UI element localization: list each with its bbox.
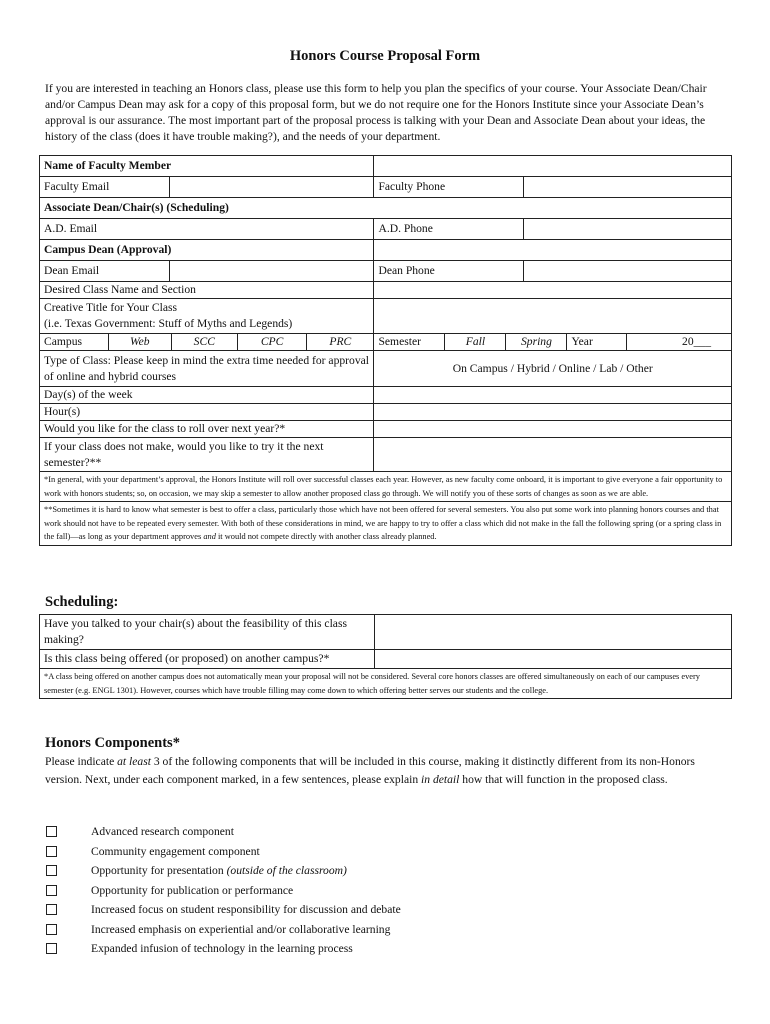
semester-option-fall[interactable]: Fall	[445, 334, 506, 350]
class-type-options[interactable]: On Campus / Hybrid / Online / Lab / Other	[374, 351, 732, 387]
checkbox[interactable]	[46, 865, 57, 876]
campus-dean-header: Campus Dean (Approval)	[40, 240, 374, 261]
class-name-label: Desired Class Name and Section	[40, 282, 374, 299]
creative-title-line1: Creative Title for Your Class	[44, 301, 178, 314]
campus-option-prc[interactable]: PRC	[329, 335, 352, 348]
component-item	[45, 842, 725, 862]
component-label: Community engagement component	[91, 844, 260, 858]
checkbox[interactable]	[46, 943, 57, 954]
ad-phone-label: A.D. Phone	[374, 219, 524, 240]
scheduling-table	[39, 614, 732, 699]
checkbox[interactable]	[46, 846, 57, 857]
creative-title-field[interactable]	[374, 299, 732, 334]
ad-phone-field[interactable]	[524, 219, 732, 240]
rollover-field[interactable]	[374, 421, 732, 438]
components-instr-3: how that will function in the proposed class.	[462, 773, 668, 786]
page-title: Honors Course Proposal Form	[289, 48, 481, 64]
semester-row	[374, 334, 732, 351]
ad-header: Associate Dean/Chair(s) (Scheduling)	[40, 198, 732, 219]
component-item	[45, 920, 725, 940]
component-item	[45, 900, 725, 920]
components-instr-em2: in detail	[421, 773, 460, 786]
faculty-phone-field[interactable]	[524, 177, 732, 198]
retry-note-part2: it would not compete directly with another class already planned.	[217, 532, 437, 541]
class-type-label: Type of Class: Please keep in mind the extra time needed for approval of online and hybrid courses	[40, 351, 374, 387]
retry-label: If your class does not make, would you like to try it the next semester?**	[40, 438, 374, 472]
component-label: Advanced research component	[91, 825, 234, 839]
retry-note-and: and	[203, 532, 216, 541]
component-label-em: (outside of the classroom)	[226, 864, 347, 878]
faculty-phone-label: Faculty Phone	[374, 177, 524, 198]
faculty-name-label: Name of Faculty Member	[40, 156, 374, 177]
scheduling-heading: Scheduling:	[45, 594, 119, 610]
dean-phone-label: Dean Phone	[374, 261, 524, 282]
checkbox[interactable]	[46, 904, 57, 915]
faculty-name-field[interactable]	[374, 156, 732, 177]
component-label: Opportunity for presentation	[91, 864, 224, 878]
component-label: Expanded infusion of technology in the learning process	[91, 942, 353, 956]
retry-note	[40, 502, 732, 546]
hours-label: Hour(s)	[40, 404, 374, 421]
faculty-email-label: Faculty Email	[40, 177, 170, 198]
ad-email-label: A.D. Email	[40, 219, 374, 240]
component-item	[45, 861, 725, 881]
dean-email-label: Dean Email	[40, 261, 170, 282]
checkbox[interactable]	[46, 826, 57, 837]
retry-field[interactable]	[374, 438, 732, 472]
other-campus-field[interactable]	[374, 650, 731, 669]
component-label: Increased focus on student responsibility for discussion and debate	[91, 903, 401, 917]
component-label: Opportunity for publication or performance	[91, 883, 294, 897]
components-instr-em1: at least	[117, 755, 151, 768]
intro-paragraph: If you are interested in teaching an Honors class, please use this form to help you plan the specifics of your course. Your Associate Dean/Chair and/or Campus Dean may ask for a copy of this proposal form, but we do not require one for the Honors Institute since your Associate Dean’s approval is our assurance. The most important part of the proposal process is talking with your Dean and Associate Dean about your ideas, the history of the class (does it have trouble making?), and the needs of your department.	[45, 82, 707, 143]
campus-option-scc[interactable]: SCC	[171, 334, 237, 350]
component-item	[45, 939, 725, 959]
component-label: Increased emphasis on experiential and/or collaborative learning	[91, 922, 391, 936]
components-instr-1: Please indicate	[45, 755, 115, 768]
faculty-info-table	[39, 155, 732, 546]
checkbox[interactable]	[46, 924, 57, 935]
semester-option-spring[interactable]: Spring	[506, 334, 567, 350]
chair-feasibility-field[interactable]	[374, 615, 731, 650]
days-label: Day(s) of the week	[40, 387, 374, 404]
rollover-note: *In general, with your department’s approval, the Honors Institute will roll over successful classes each year. However, as new faculty come onboard, it is important to give everyone a fair opportunity to work with honors students; so, on occasion, we may skip a semester to allow another proposed class go through. We will notify you of these sorts of changes as soon as we are able.	[40, 472, 732, 502]
dean-email-field[interactable]	[169, 261, 374, 282]
retry-note-part1: **Sometimes it is hard to know what semester is best to offer a class, particularly those which have not been offered for several semesters. You also put some work into planning honors courses and that work should not have to be repeated every semester. With both of these considerations in mind, we are happy to try to offer a class which did not make in the fall the following spring (or a spring class in the fall)—as long as your department approves	[44, 505, 722, 541]
components-heading: Honors Components*	[45, 735, 180, 751]
creative-title-line2: (i.e. Texas Government: Stuff of Myths and Legends)	[44, 317, 293, 330]
dean-phone-field[interactable]	[524, 261, 732, 282]
other-campus-label: Is this class being offered (or proposed) on another campus?*	[40, 650, 375, 669]
days-field[interactable]	[374, 387, 732, 404]
hours-field[interactable]	[374, 404, 732, 421]
other-campus-note: *A class being offered on another campus does not automatically mean your proposal will not be considered. Several core honors classes are offered simultaneously on each of our campuses every semester (e.g. ENGL 1301). However, courses which have trouble filling may come down to which offering better serves our students and the college.	[40, 669, 732, 699]
components-checklist	[45, 822, 725, 959]
rollover-label: Would you like for the class to roll over next year?*	[40, 421, 374, 438]
component-item	[45, 822, 725, 842]
chair-feasibility-label: Have you talked to your chair(s) about the feasibility of this class making?	[40, 615, 375, 650]
component-item	[45, 881, 725, 901]
creative-title-label	[40, 299, 374, 334]
year-label: Year	[567, 334, 626, 350]
campus-label: Campus	[40, 334, 109, 350]
campus-dean-field[interactable]	[374, 240, 732, 261]
semester-label: Semester	[374, 334, 445, 350]
components-instructions	[45, 753, 725, 789]
checkbox[interactable]	[46, 885, 57, 896]
faculty-email-field[interactable]	[169, 177, 374, 198]
class-name-field[interactable]	[374, 282, 732, 299]
campus-option-cpc[interactable]: CPC	[238, 334, 307, 350]
year-field[interactable]: 20___	[682, 335, 711, 348]
components-instr-2: 3 of the following components that will be included in this course, making it distinctly different from its non-Honors version. Next, under each component marked, in a few sentences, please explain	[45, 755, 695, 786]
campus-row	[40, 334, 374, 351]
campus-option-web[interactable]: Web	[109, 334, 172, 350]
